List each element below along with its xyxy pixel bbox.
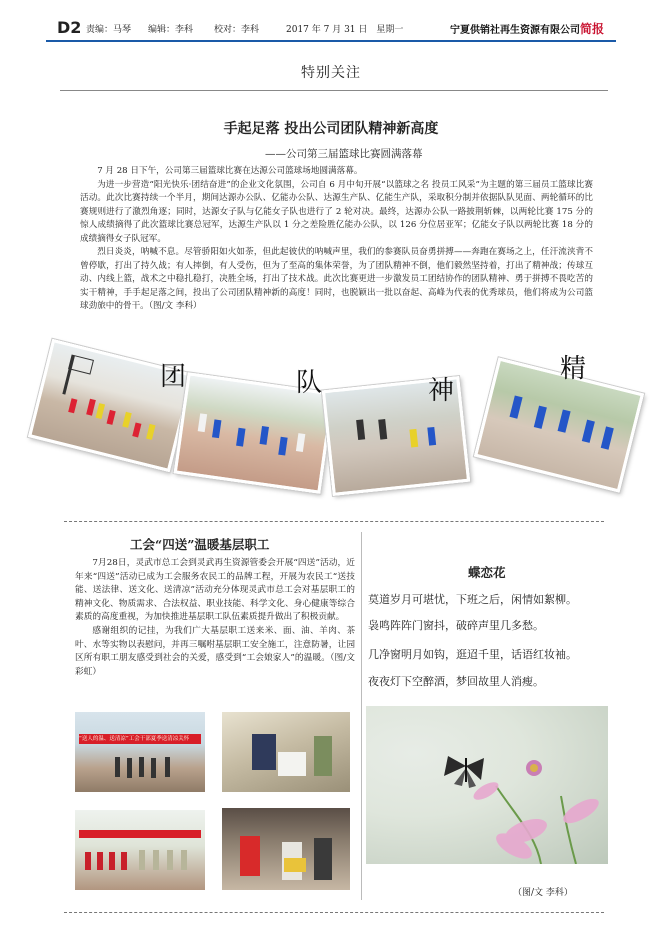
poem-line: 莫道岁月可堪忧，下班之后，闲情如絮柳。 — [368, 593, 577, 606]
union-photo-3 — [75, 810, 205, 890]
people-graphic — [222, 712, 350, 792]
union-photo-4 — [222, 808, 350, 890]
people-graphic — [75, 712, 205, 792]
organization-name: 宁夏供销社再生资源有限公司简报 — [449, 22, 604, 36]
article-paragraph: 7 月 28 日下午，公司第三届篮球比赛在达源公司篮球场地圆满落幕。 — [97, 166, 363, 176]
butterfly-icon — [444, 756, 484, 788]
players-graphic — [478, 361, 641, 489]
issue-date: 2017 年 7 月 31 日 星期一 — [286, 25, 404, 35]
page-header — [0, 18, 662, 38]
page-number: D2 — [57, 18, 82, 37]
footer-divider — [64, 912, 604, 913]
poem-credit: （图/文 李科） — [513, 888, 573, 898]
article-paragraph: 7月28日，灵武市总工会到灵武再生资源管委会开展“四送”活动，近年来“四送”活动已成为工会服务农民工的品牌工程，开展为农民工“送技能、送法律、送文化、送清凉”活动充分体现灵武市总工会对基层职工的精神文化、物质需求、合法权益、职业技能、科学文化、身心健康等综合素质的高度重视，为加快推进基层职工队伍素质提升做出了积极贡献。 — [75, 558, 355, 623]
article2-body — [75, 557, 355, 679]
proofreader: 校对：李科 — [214, 25, 260, 35]
article2-title: 工会“四送”温暖基层职工 — [130, 537, 270, 552]
poem-line: 袅鸣阵阵门窗抖，破碎声里几多愁。 — [368, 619, 544, 632]
butterfly-flower-photo — [366, 706, 608, 864]
flower-graphic — [366, 706, 608, 864]
article-title: 手起足落 投出公司团队精神新高度 — [223, 121, 439, 137]
poem-line: 几净窗明月如钩，逛迢千里，话语红妆袖。 — [368, 648, 577, 661]
article-body — [80, 165, 593, 314]
basketball-photo-4 — [474, 357, 644, 492]
section-title: 特别关注 — [301, 65, 361, 81]
article-subtitle: ——公司第三届篮球比赛圆满落幕 — [265, 148, 423, 160]
union-photo-1 — [75, 712, 205, 792]
editor-in-charge: 责编：马琴 — [86, 25, 132, 35]
article-paragraph: 为进一步营造“阳光快乐·团结奋进”的企业文化氛围，公司自 6 月中旬开展“以篮球之名 投员工风采”为主题的第三届员工篮球比赛活动。此次比赛持续一个半月，期间达源办公队、亿能办公队、达源生产队、亿能生产队，采取积分制并依据队队见面、两轮循环的比赛规则进行了激烈角逐；同时，达源女子队与亿能女子队也进行了 2 轮对决。最终，达源办公队一路披荆斩棘，以两轮比赛 175 分的惊人成绩摘得了此次篮球比赛总冠军，达源生产队以 1 分之差险胜亿能办公队，以 126 分位居亚军；亿能女子队以两轮比赛 18 分的成绩摘得女子队冠军。 — [80, 179, 593, 244]
section-rule — [60, 90, 608, 91]
article-paragraph: 感谢组织的记挂，为我们广大基层职工送来米、面、油、羊肉、茶叶、水等实物以表慰问，并再三嘱咐基层职工安全施工，注意防暑，让园区所有职工朋友感受到社会的关爱，感受到“工会娘家人”的温暖。（图/文 彩虹） — [75, 625, 355, 677]
bulletin-tag: 简报 — [579, 22, 604, 36]
union-photo-2 — [222, 712, 350, 792]
banner-char-1: 团 — [160, 362, 187, 392]
union-banner: “送人的温、送清凉”工会干部夏季送清凉关怀 — [79, 734, 201, 744]
people-graphic — [222, 808, 350, 890]
banner-char-4: 精 — [560, 354, 587, 384]
header-rule — [46, 40, 616, 42]
poem-line: 夜夜灯下空醉酒，梦回故里人消瘦。 — [368, 675, 544, 688]
article-paragraph: 烈日炎炎，呐喊不息。尽管骄阳如火如荼，但此起彼伏的呐喊声里，我们的参赛队员奋勇拼搏——奔跑在赛场之上，任汗流浃背不曾停歇，打出了持久战；有人摔倒，有人受伤，但为了至高的集体荣誉，为了团队精神不倒，他们毅然坚持着，打出了精神战；传球互动、内线上篮，战术之中稳扎稳打，决胜全场，打出了技术战。此次比赛更进一步激发员工团结协作的团队精神、勇于拼搏不畏吃苦的实干精神，手手起足落之间，投出了公司团队精神新的高度！同时，也脱颖出一批以奋起、高峰为代表的优秀球员，他们将成为公司篮球劲旅中的骨干。（图/文 李科） — [80, 247, 593, 311]
column-divider — [361, 532, 362, 900]
people-graphic — [75, 810, 205, 890]
banner-char-3: 神 — [428, 376, 455, 406]
banner-char-2: 队 — [296, 368, 323, 398]
section-divider — [64, 521, 604, 522]
editor: 编辑：李科 — [148, 25, 194, 35]
poem-title: 蝶恋花 — [468, 565, 506, 580]
